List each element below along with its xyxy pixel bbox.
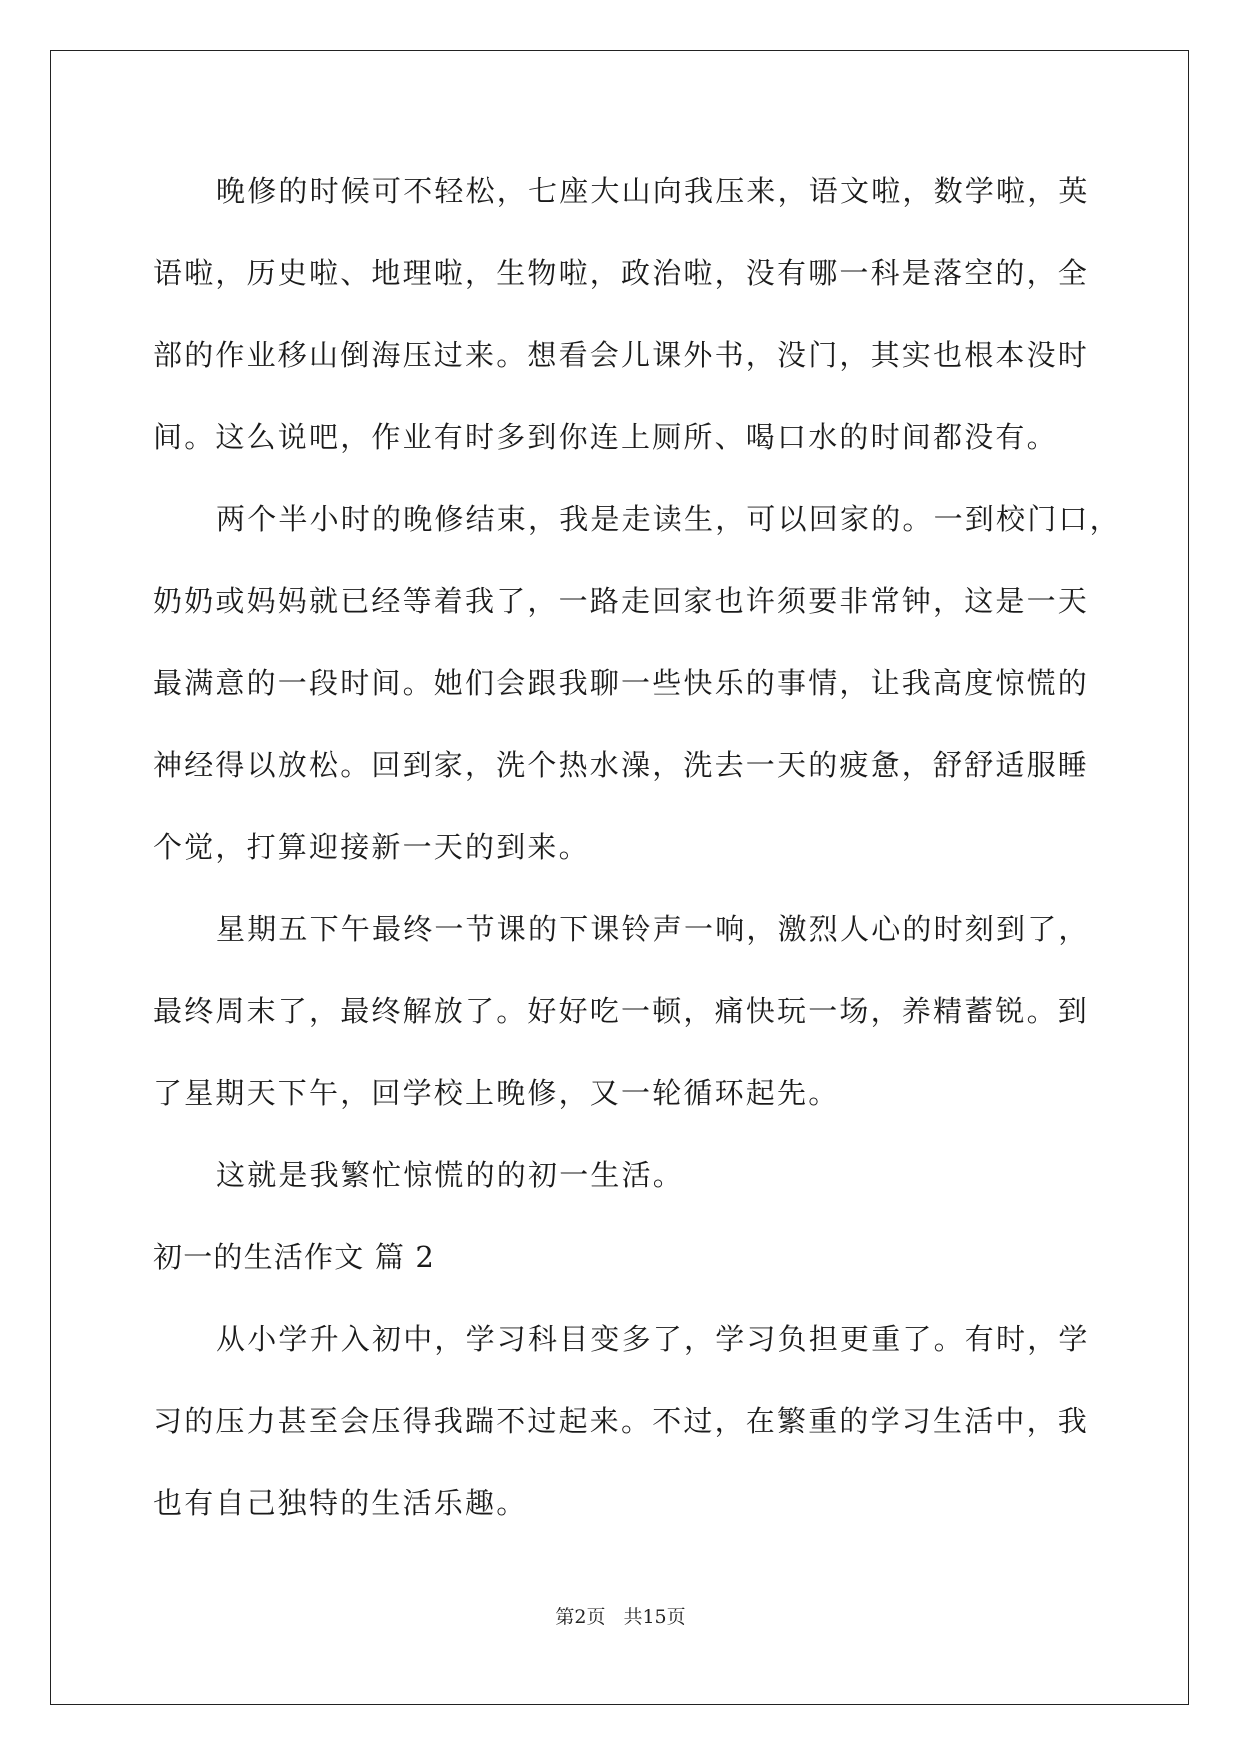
page-number: 第2页 xyxy=(555,1606,606,1628)
text-line: 星期五下午最终一节课的下课铃声一响，激烈人心的时刻到了， xyxy=(216,912,1090,946)
text-line: 最终周末了，最终解放了。好好吃一顿，痛快玩一场，养精蓄锐。到 xyxy=(153,994,1090,1028)
page-total: 共15页 xyxy=(623,1606,686,1628)
page-footer xyxy=(0,1605,1241,1629)
text-line: 这就是我繁忙惊慌的的初一生活。 xyxy=(216,1158,685,1192)
text-line: 间。这么说吧，作业有时多到你连上厕所、喝口水的时间都没有。 xyxy=(153,420,1058,454)
text-line: 最满意的一段时间。她们会跟我聊一些快乐的事情，让我高度惊慌的 xyxy=(153,666,1090,700)
text-line: 晚修的时候可不轻松，七座大山向我压来，语文啦，数学啦，英 xyxy=(216,174,1090,208)
text-line: 部的作业移山倒海压过来。想看会儿课外书，没门，其实也根本没时 xyxy=(153,338,1090,372)
text-line: 神经得以放松。回到家，洗个热水澡，洗去一天的疲惫，舒舒适服睡 xyxy=(153,748,1090,782)
text-line: 习的压力甚至会压得我踹不过起来。不过，在繁重的学习生活中，我 xyxy=(153,1404,1090,1438)
text-line: 也有自己独特的生活乐趣。 xyxy=(153,1486,528,1520)
text-line: 了星期天下午，回学校上晚修，又一轮循环起先。 xyxy=(153,1076,840,1110)
text-line: 个觉，打算迎接新一天的到来。 xyxy=(153,830,590,864)
document-body xyxy=(153,160,1121,1554)
text-line: 奶奶或妈妈就已经等着我了，一路走回家也许须要非常钟，这是一天 xyxy=(153,584,1090,618)
text-line: 两个半小时的晚修结束，我是走读生，可以回家的。一到校门口， xyxy=(216,502,1121,536)
text-line: 从小学升入初中，学习科目变多了，学习负担更重了。有时，学 xyxy=(216,1322,1090,1356)
section-heading: 初一的生活作文 篇 2 xyxy=(153,1240,436,1274)
text-line: 语啦，历史啦、地理啦，生物啦，政治啦，没有哪一科是落空的，全 xyxy=(153,256,1090,290)
